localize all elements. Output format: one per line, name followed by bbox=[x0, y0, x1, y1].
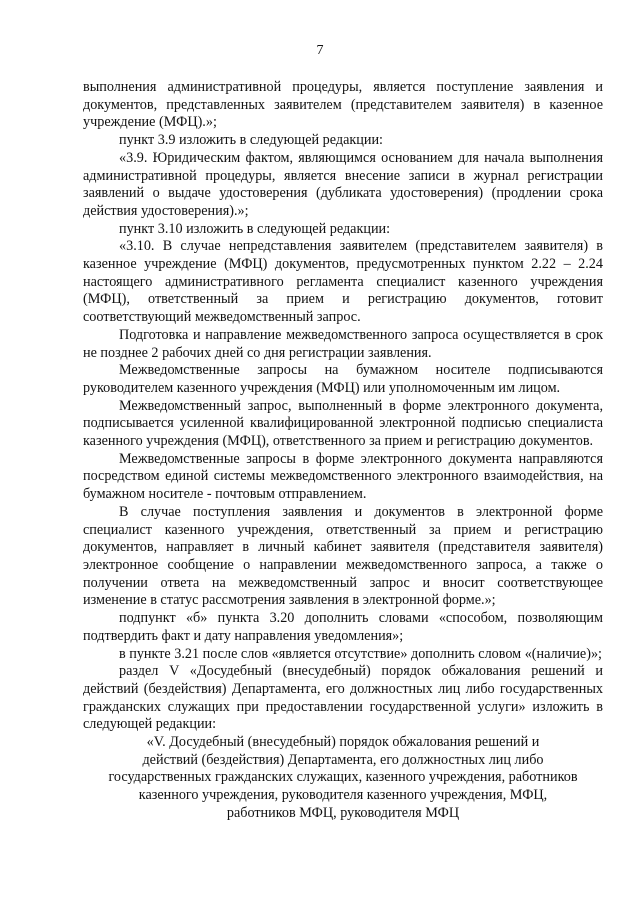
section-heading-line: казенного учреждения, руководителя казенного учреждения, МФЦ, bbox=[138, 787, 548, 804]
paragraph: Межведомственные запросы на бумажном носителе подписываются руководителем казенного учреждения (МФЦ) или уполномоченным им лицом. bbox=[83, 362, 603, 396]
section-heading-line: «V. Досудебный (внесудебный) порядок обжалования решений и bbox=[146, 734, 540, 751]
paragraph: раздел V «Досудебный (внесудебный) порядок обжалования решений и действий (бездействия) Департамента, его должностных лиц либо государственных гражданских служащих при предоставлении государственной услуги» изложить в следующей редакции: bbox=[83, 663, 603, 733]
section-heading-line: работников МФЦ, руководителя МФЦ bbox=[226, 804, 460, 821]
paragraph: в пункте 3.21 после слов «является отсутствие» дополнить словом «(наличие)»; bbox=[119, 645, 602, 662]
paragraph: Межведомственные запросы в форме электронного документа направляются посредством единой системы межведомственного электронного взаимодействия, на бумажном носителе - почтовым отправлением. bbox=[83, 450, 603, 503]
paragraph: В случае поступления заявления и документов в электронной форме специалист казенного учреждения, ответственный за прием и регистрацию документов, направляет в личный кабинет заявителя (представителя заявителя) электронное сообщение о направлении межведомственного запроса, а также о получении ответа на межведомственный запрос и вносит соответствующее изменение в статус рассмотрения заявления в электронной форме.»; bbox=[83, 503, 603, 609]
paragraph: «3.10. В случае непредставления заявителем (представителем заявителя) в казенное учреждение (МФЦ) документов, предусмотренных пунктом 2.22 – 2.24 настоящего административного регламента специалист казенного учреждения (МФЦ), ответственный за прием и регистрацию документов, готовит соответствующий межведомственный запрос. bbox=[83, 238, 603, 326]
document-body bbox=[83, 79, 603, 823]
paragraph: пункт 3.10 изложить в следующей редакции: bbox=[119, 220, 391, 237]
paragraph: Подготовка и направление межведомственного запроса осуществляется в срок не позднее 2 рабочих дней со дня регистрации заявления. bbox=[83, 326, 603, 361]
paragraph: Межведомственный запрос, выполненный в форме электронного документа, подписывается усиленной квалифицированной электронной подписью специалиста казенного учреждения (МФЦ), ответственного за прием и регистрацию документов. bbox=[83, 397, 603, 450]
section-heading bbox=[83, 734, 603, 823]
paragraph: выполнения административной процедуры, является поступление заявления и документов, представленных заявителем (представителем заявителя) в казенное учреждение (МФЦ).»; bbox=[83, 79, 603, 131]
section-heading-line: государственных гражданских служащих, казенного учреждения, работников bbox=[108, 769, 578, 786]
section-heading-line: действий (бездействия) Департамента, его должностных лиц либо bbox=[142, 751, 544, 768]
paragraph: «3.9. Юридическим фактом, являющимся основанием для начала выполнения административной процедуры, является внесение записи в журнал регистрации заявлений о выдаче удостоверения (дубликата удостоверения) (продлении срока действия удостоверения).»; bbox=[83, 149, 603, 219]
page-number: 7 bbox=[316, 43, 324, 58]
paragraph: пункт 3.9 изложить в следующей редакции: bbox=[119, 132, 383, 149]
paragraph: подпункт «б» пункта 3.20 дополнить словами «способом, позволяющим подтвердить факт и дату направления уведомления»; bbox=[83, 610, 603, 644]
